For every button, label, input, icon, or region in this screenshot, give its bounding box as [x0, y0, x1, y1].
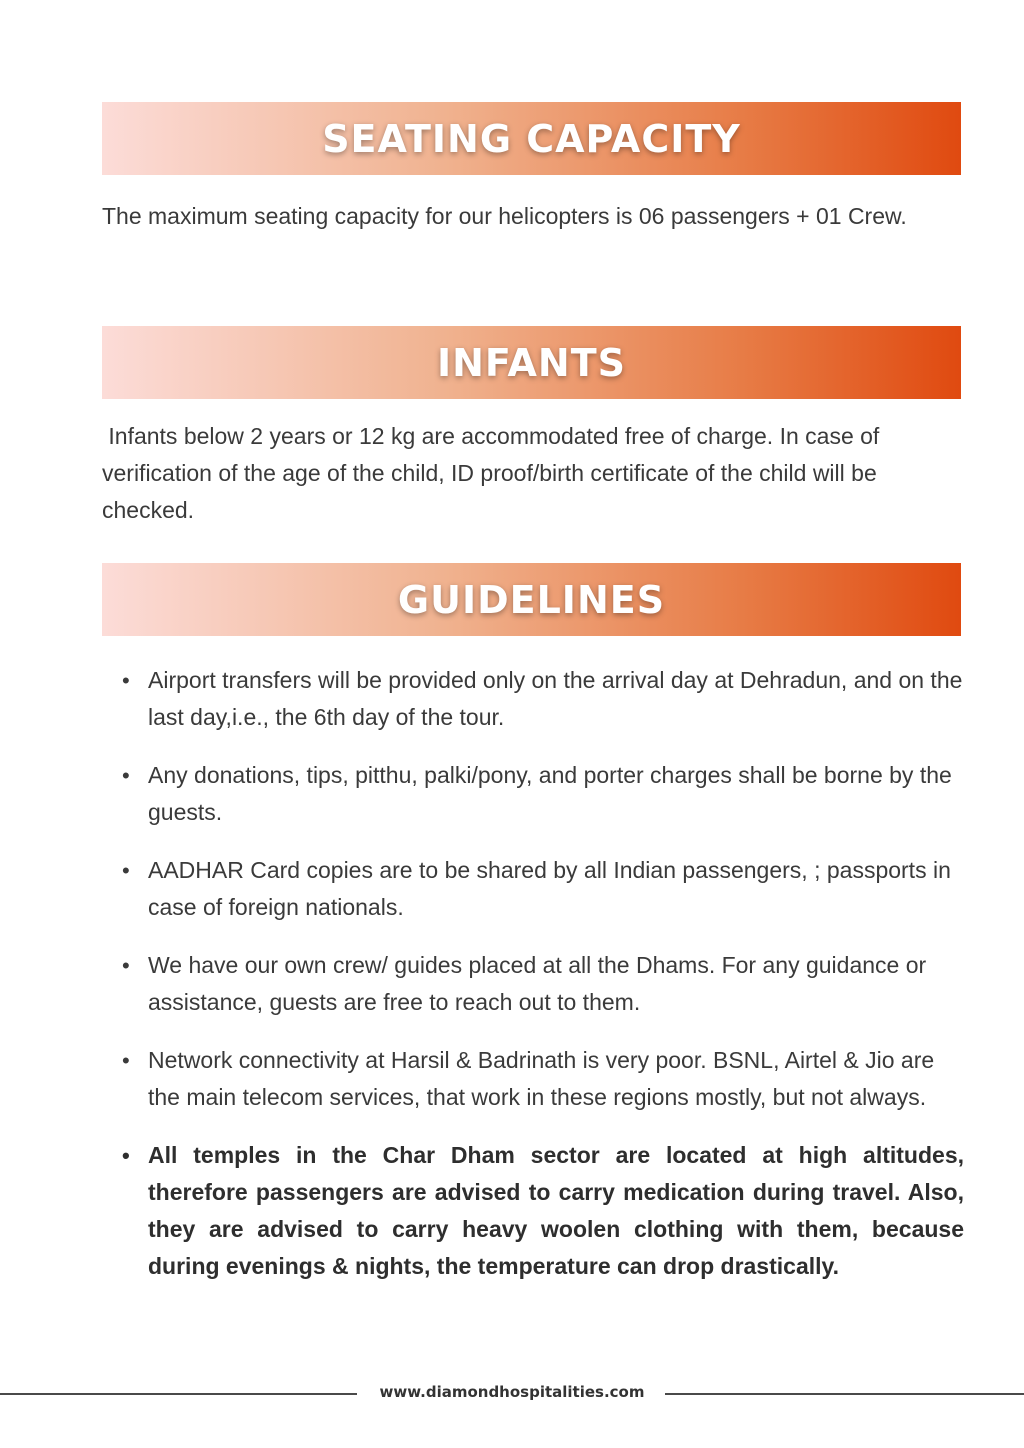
bullet-icon: •	[122, 1143, 130, 1168]
guideline-item-important	[102, 1137, 964, 1285]
guideline-text: Airport transfers will be provided only on the arrival day at Dehradun, and on the last day,i.e., the 6th day of the tour.	[148, 667, 963, 730]
footer-divider-left	[0, 1393, 357, 1395]
guideline-text: Network connectivity at Harsil & Badrinath is very poor. BSNL, Airtel & Jio are the main telecom services, that work in these regions mostly, but not always.	[148, 1047, 935, 1110]
guidelines-list	[102, 662, 964, 1306]
infants-text: Infants below 2 years or 12 kg are accommodated free of charge. In case of verification of the age of the child, ID proof/birth certificate of the child will be checked.	[102, 423, 886, 523]
bullet-icon: •	[122, 858, 130, 883]
guidelines-heading: GUIDELINES	[397, 577, 666, 622]
seating-capacity-banner	[102, 102, 961, 175]
bullet-icon: •	[122, 1048, 130, 1073]
guideline-text: We have our own crew/ guides placed at all the Dhams. For any guidance or assistance, guests are free to reach out to them.	[148, 952, 927, 1015]
infants-banner	[102, 326, 961, 399]
bullet-icon: •	[122, 953, 130, 978]
guideline-item	[102, 662, 964, 736]
infants-heading: INFANTS	[436, 340, 627, 385]
guideline-item	[102, 757, 964, 831]
bullet-icon: •	[122, 763, 130, 788]
guideline-item	[102, 947, 964, 1021]
footer-website[interactable]: www.diamondhospitalities.com	[379, 1383, 645, 1401]
seating-capacity-text: The maximum seating capacity for our helicopters is 06 passengers + 01 Crew.	[102, 203, 907, 229]
guidelines-banner	[102, 563, 961, 636]
bullet-icon: •	[122, 668, 130, 693]
footer-divider-right	[665, 1393, 1024, 1395]
guideline-text: AADHAR Card copies are to be shared by all Indian passengers, ; passports in case of foreign nationals.	[148, 857, 951, 920]
guideline-text: Any donations, tips, pitthu, palki/pony, and porter charges shall be borne by the guests.	[148, 762, 952, 825]
guideline-text: All temples in the Char Dham sector are located at high altitudes, therefore passengers are advised to carry medication during travel. Also, they are advised to carry heavy woolen clothing with them, because during evenings & nights, the temperature can drop drastically.	[148, 1142, 964, 1279]
seating-capacity-heading: SEATING CAPACITY	[322, 116, 741, 161]
guideline-item	[102, 852, 964, 926]
guideline-item	[102, 1042, 964, 1116]
